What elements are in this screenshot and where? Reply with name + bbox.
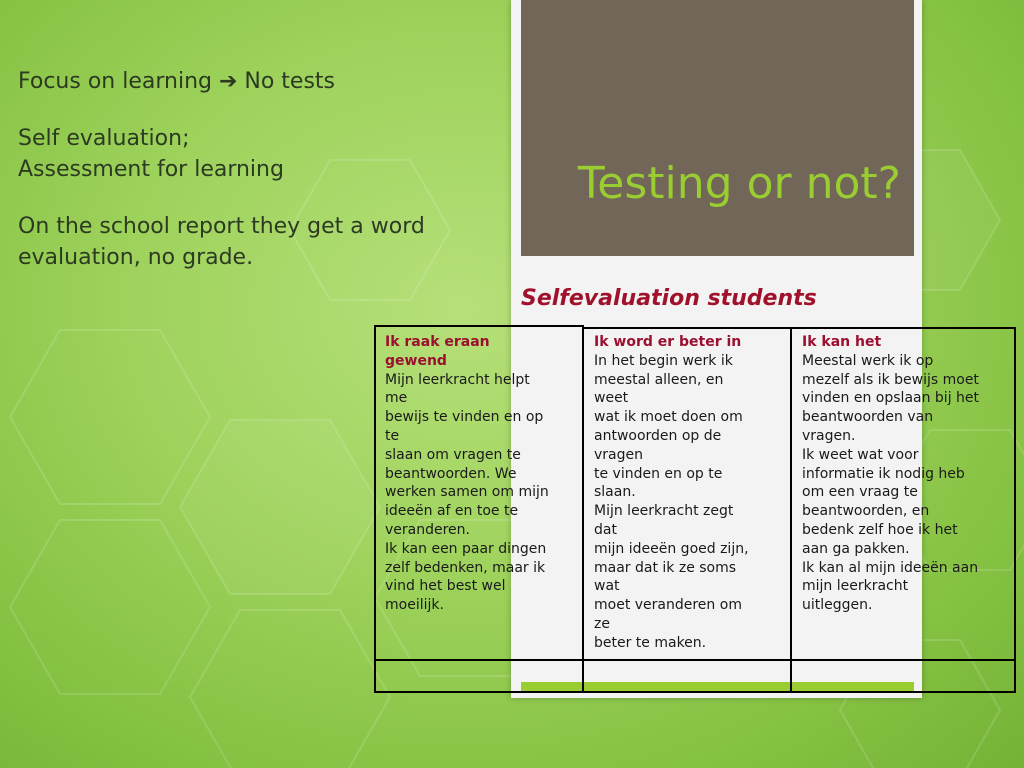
bullet-self-evaluation: Self evaluation;: [18, 126, 190, 151]
bullet-text: No tests: [237, 69, 336, 94]
table-cell-kan-het: [802, 333, 1012, 615]
cell-text: Mijn leerkracht helpt me bewijs te vinden en op te slaan om vragen te beantwoorden. We werken samen om mijn ideeën af en toe te veranderen. Ik kan een paar dingen zelf bedenken, maar ik vind het best wel moeilijk.: [385, 371, 549, 614]
table-border-top-right: [584, 327, 1016, 329]
table-border-left: [374, 325, 376, 693]
slide-title: Testing or not?: [577, 158, 901, 209]
bullet-school-report: On the school report they get a word: [18, 214, 425, 239]
table-border-right: [1014, 327, 1016, 693]
bullet-focus-on-learning: [18, 66, 508, 97]
cell-text: Meestal werk ik op mezelf als ik bewijs moet vinden en opslaan bij het beantwoorden van vragen. Ik weet wat voor informatie ik nodig heb om een vraag te beantwoorden, en bedenk zelf hoe ik het aan ga pakken. Ik kan al mijn ideeën aan mijn leerkracht uitleggen.: [802, 352, 980, 614]
table-border-col2: [790, 327, 792, 693]
slide-bullets: [18, 66, 508, 273]
arrow-right-icon: ➔: [218, 69, 238, 94]
table-border-bottom: [374, 691, 1016, 693]
table-subtitle: Selfevaluation students: [521, 286, 817, 311]
title-box: [521, 0, 914, 256]
bullet-text: Focus on learning: [18, 69, 219, 94]
table-border-col1: [582, 325, 584, 693]
table-border-top-left: [374, 325, 584, 327]
bullet-school-report-cont: evaluation, no grade.: [18, 245, 254, 270]
table-border-row: [374, 659, 1016, 661]
cell-heading: Ik word er beter in: [594, 334, 742, 350]
panel-accent-bar: [521, 682, 914, 691]
cell-text: In het begin werk ik meestal alleen, en weet wat ik moet doen om antwoorden op de vragen te vinden en op te slaan. Mijn leerkracht zegt dat mijn ideeën goed zijn, maar dat ik ze soms wat moet veranderen om ze beter te maken.: [594, 352, 749, 651]
table-cell-beter: [594, 333, 786, 653]
cell-heading: Ik kan het: [802, 334, 882, 350]
cell-heading: Ik raak eraan gewend: [385, 334, 490, 369]
bullet-assessment-for-learning: Assessment for learning: [18, 157, 284, 182]
table-cell-gewend: [385, 333, 577, 615]
